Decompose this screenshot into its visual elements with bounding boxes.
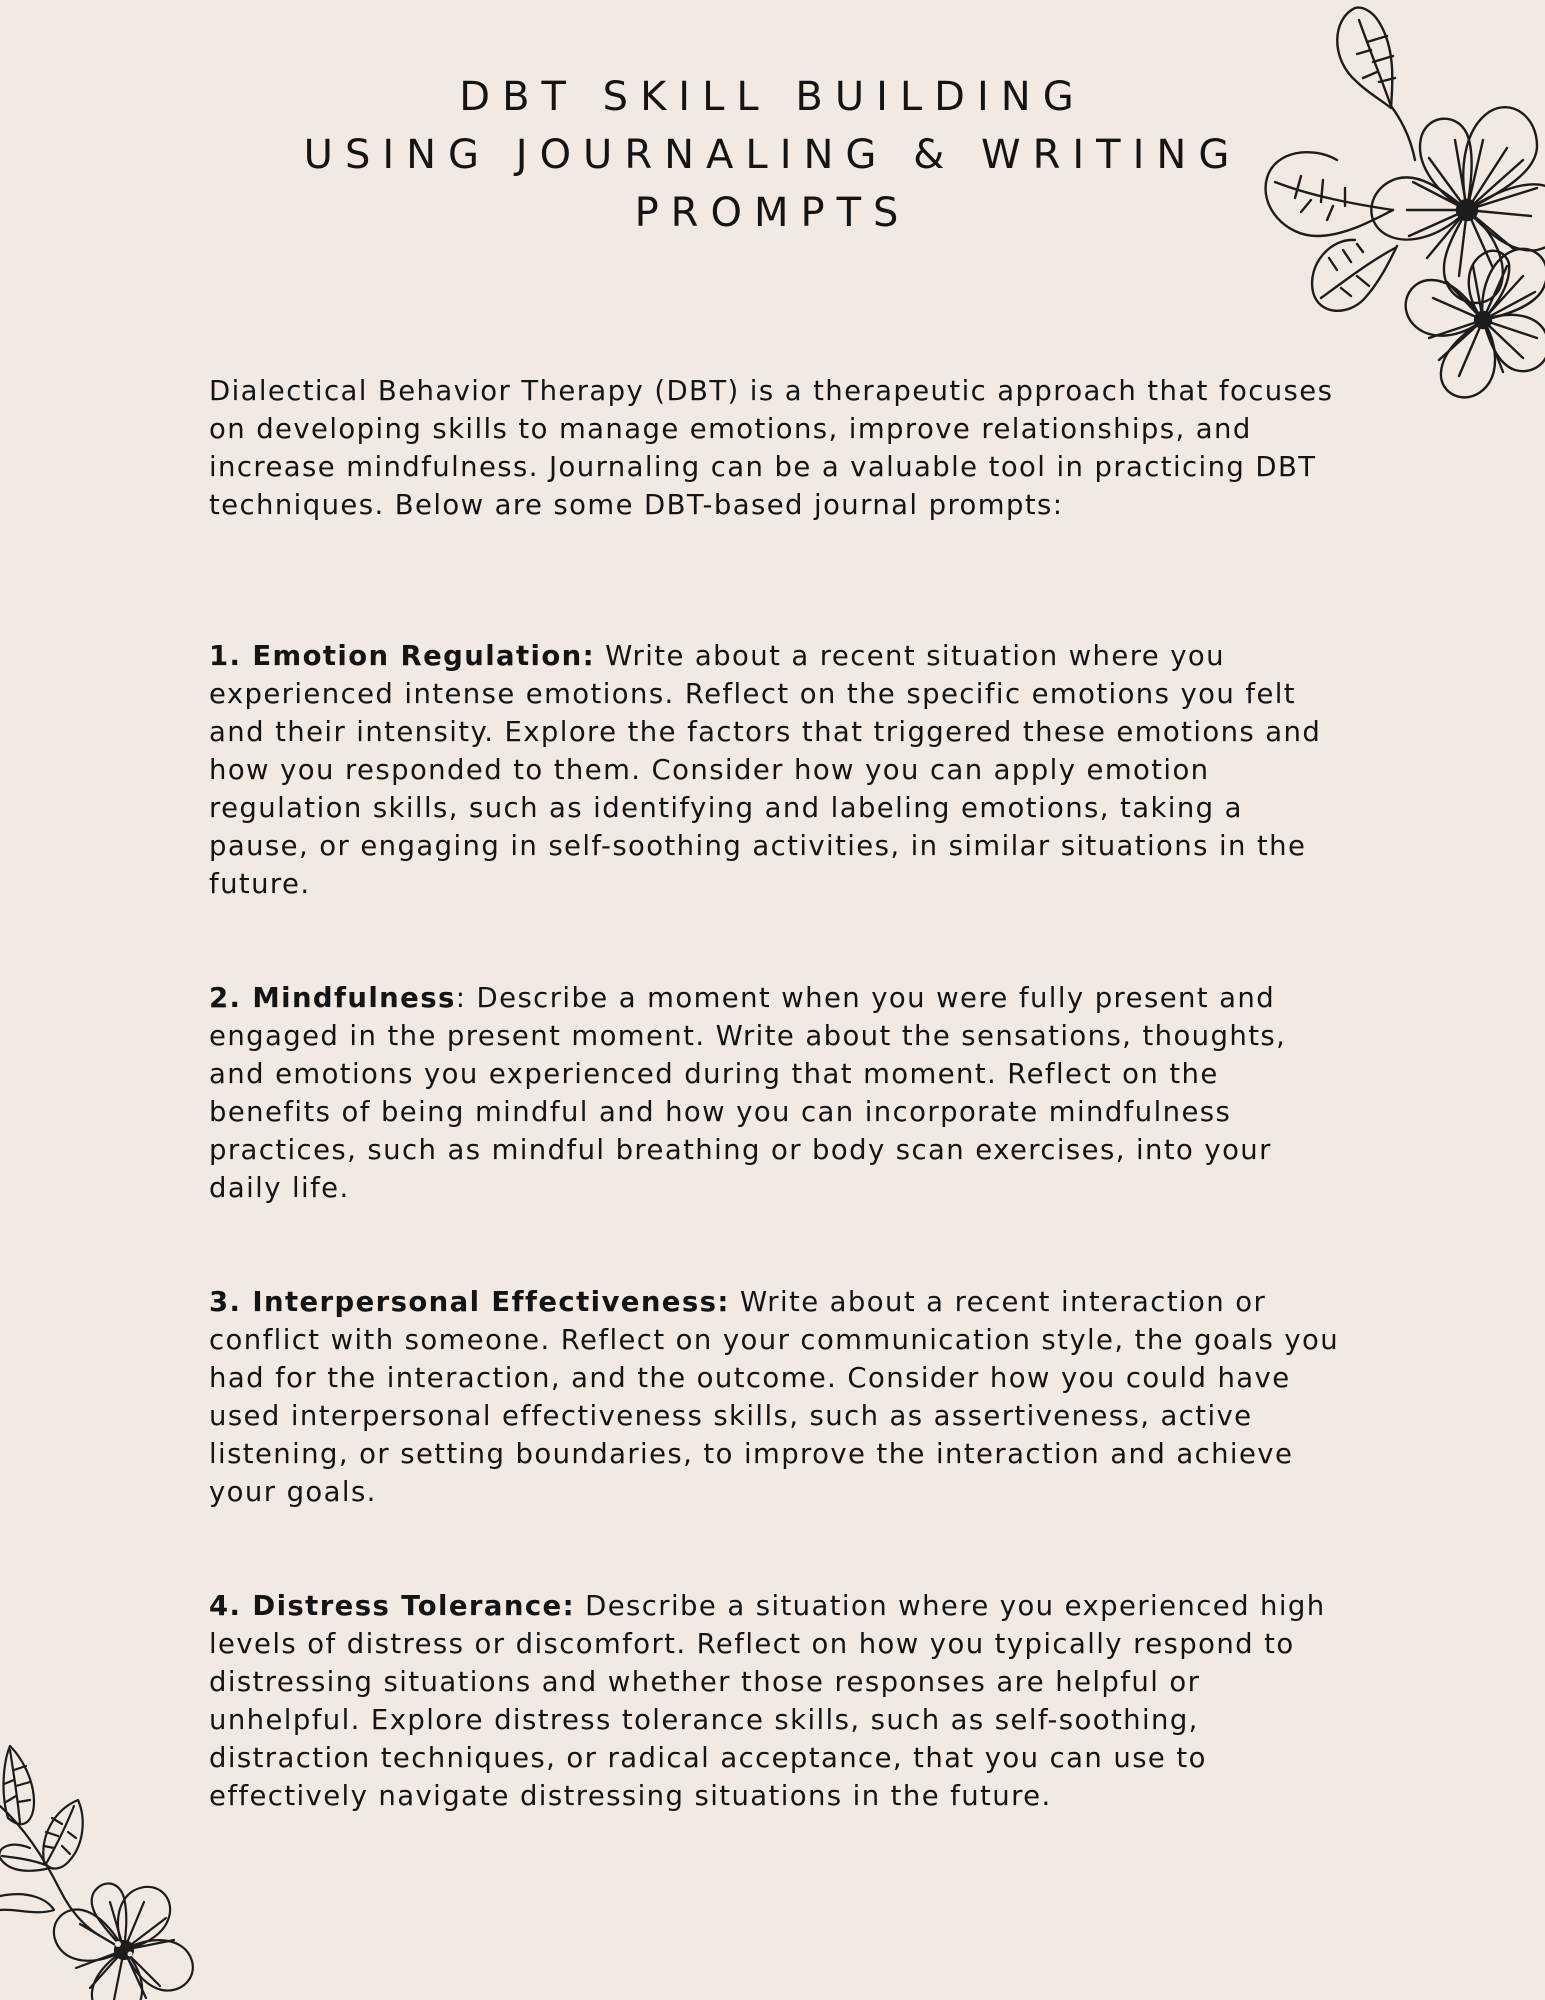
intro-paragraph: Dialectical Behavior Therapy (DBT) is a therapeutic approach that focuses on developing skills to manage emotions, improve relationships, and increase mindfulness. Journaling can be a valuable tool in practicing DBT techniques. Below are some DBT-based journal prompts: [209,375,1334,521]
title-line: PROMPTS [634,190,911,236]
title-line: USING JOURNALING & WRITING [303,132,1242,178]
prompt-heading: 1. Emotion Regulation: [209,640,596,672]
prompt-text: Describe a situation where you experienced high levels of distress or discomfort. Reflect on how you typically respond to distressing situations and whether those responses are helpful or unhelpful. Explore distress tolerance skills, such as self-soothing, distraction techniques, or radical acceptance, that you can use to effectively navigate distressing situations in the future. [209,1590,1326,1812]
prompt-interpersonal-effectiveness [209,1283,1349,1511]
document-body [209,372,1349,1891]
prompt-text: Write about a recent interaction or conflict with someone. Reflect on your communication style, the goals you had for the interaction, and the outcome. Consider how you could have used interpersonal effectiveness skills, such as assertiveness, active listening, or setting boundaries, to improve the interaction and achieve your goals. [209,1286,1340,1508]
title-line: DBT SKILL BUILDING [459,74,1086,120]
floral-bottom-left-icon [0,1740,215,2000]
prompt-distress-tolerance [209,1587,1349,1815]
prompt-text: Write about a recent situation where you experienced intense emotions. Reflect on the specific emotions you felt and their intensity. Explore the factors that triggered these emotions and how you responded to them. Consider how you can apply emotion regulation skills, such as identifying and labeling emotions, taking a pause, or engaging in self-soothing activities, in similar situations in the future. [209,640,1322,900]
prompt-heading: 4. Distress Tolerance: [209,1590,575,1622]
prompt-heading: 3. Interpersonal Effectiveness: [209,1286,730,1318]
prompt-mindfulness [209,979,1349,1207]
prompt-emotion-regulation [209,637,1349,903]
prompt-text: : Describe a moment when you were fully present and engaged in the present moment. Write about the sensations, thoughts, and emotions you experienced during that moment. Reflect on the benefits of being mindful and how you can incorporate mindfulness practices, such as mindful breathing or body scan exercises, into your daily life. [209,982,1287,1204]
page-title [0,68,1545,242]
prompt-heading: 2. Mindfulness [209,982,456,1014]
